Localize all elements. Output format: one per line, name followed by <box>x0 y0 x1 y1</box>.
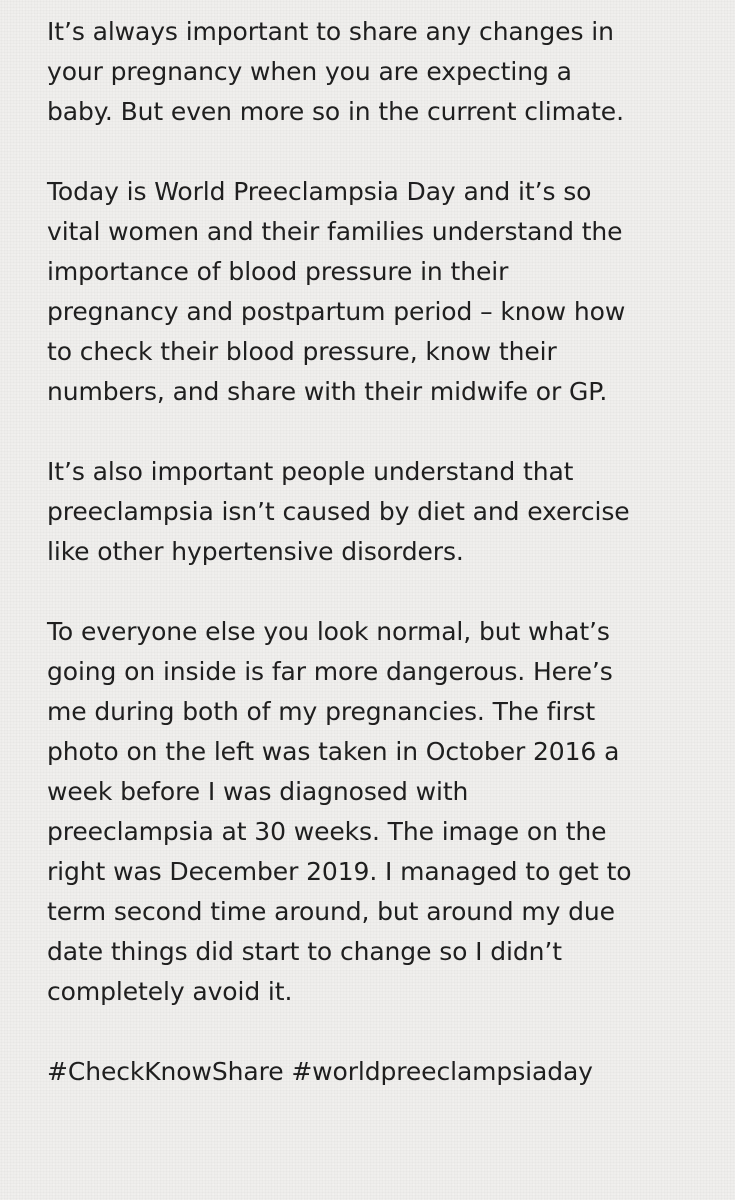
text-line: To everyone else you look normal, but what’s <box>47 617 610 646</box>
text-line: It’s also important people understand that <box>47 457 574 486</box>
text-line: date things did start to change so I didn’t <box>47 937 562 966</box>
text-line: vital women and their families understand the <box>47 217 623 246</box>
text-line: preeclampsia isn’t caused by diet and exercise <box>47 497 630 526</box>
text-line: pregnancy and postpartum period – know how <box>47 297 626 326</box>
text-line: numbers, and share with their midwife or GP. <box>47 377 608 406</box>
hashtag-line: #CheckKnowShare #worldpreeclampsiaday <box>47 1057 593 1086</box>
paragraph-3 <box>47 452 727 572</box>
paragraph-gap <box>47 1012 727 1052</box>
hashtags <box>47 1052 727 1092</box>
note-text <box>47 12 727 1092</box>
text-line: completely avoid it. <box>47 977 293 1006</box>
text-line: photo on the left was taken in October 2016 a <box>47 737 620 766</box>
paragraph-1 <box>47 12 727 132</box>
text-line: term second time around, but around my due <box>47 897 615 926</box>
text-line: week before I was diagnosed with <box>47 777 469 806</box>
text-line: right was December 2019. I managed to get to <box>47 857 632 886</box>
text-line: baby. But even more so in the current climate. <box>47 97 624 126</box>
text-line: me during both of my pregnancies. The first <box>47 697 596 726</box>
text-line: preeclampsia at 30 weeks. The image on the <box>47 817 607 846</box>
paragraph-gap <box>47 412 727 452</box>
text-line: like other hypertensive disorders. <box>47 537 464 566</box>
paragraph-gap <box>47 572 727 612</box>
paragraph-2 <box>47 172 727 412</box>
text-line: Today is World Preeclampsia Day and it’s so <box>47 177 592 206</box>
text-line: importance of blood pressure in their <box>47 257 509 286</box>
text-line: your pregnancy when you are expecting a <box>47 57 572 86</box>
text-line: to check their blood pressure, know their <box>47 337 557 366</box>
paragraph-gap <box>47 132 727 172</box>
text-line: going on inside is far more dangerous. Here’s <box>47 657 613 686</box>
text-line: It’s always important to share any changes in <box>47 17 614 46</box>
paragraph-4 <box>47 612 727 1012</box>
